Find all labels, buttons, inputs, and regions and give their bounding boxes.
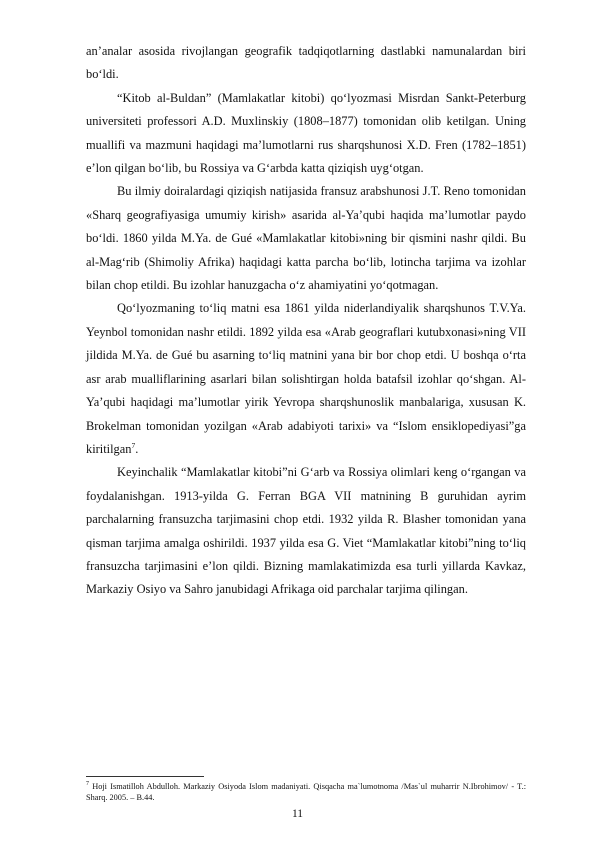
page-number: 11 [291, 808, 304, 820]
paragraph: Keyinchalik “Mamlakatlar kitobi”ni G‘arb va Rossiya olimlari keng o‘rgangan va foydalanishgan. 1913-yilda G. Ferran BGA VII matnining B guruhidan ayrim parchalarning fransuzcha tarjimasini chop etdi. 1932 yilda R. Blasher tomonidan yana qisman tarjima amalga oshirildi. 1937 yilda esa G. Viet “Mamlakatlar kitobi”ning to‘liq fransuzcha tarjimasini e’lon qildi. Bizning mamlakatimizda esa turli yillarda Kavkaz, Markaziy Osiyo va Sahro janubidagi Afrikaga oid parchalar tarjima qilingan. [86, 465, 526, 597]
paragraph: Bu ilmiy doiralardagi qiziqish natijasida fransuz arabshunosi J.T. Reno tomonidan «Sharq geografiyasiga umumiy kirish» asarida al-Ya’qubi haqida ma’lumotlar paydo bo‘ldi. 1860 yilda M.Ya. de Gué «Mamlakatlar kitobi»ning bir qismini nashr qildi. Bu al-Mag‘rib (Shimoliy Afrika) haqidagi katta parcha bo‘lib, lotincha tarjima va izohlar bilan chop etildi. Bu izohlar hanuzgacha o‘z ahamiyatini yo‘qotmagan. [86, 184, 526, 293]
paragraph-text: Qo‘lyozmaning to‘liq matni esa 1861 yilda niderlandiyalik sharqshunos T.V.Ya. Yeynbol tomonidan nashr etildi. 1892 yilda esa «Arab geograflari kutubxonasi»ning VII jildida M.Ya. de Gué bu asarning to‘liq matnini yana bir bor chop etdi. U boshqa o‘rta asr arab mualliflarining asarlari bilan solishtirgan holda batafsil izohlar qo‘shgan. Al-Ya’qubi haqidagi ma’lumotlar yirik Yevropa sharqshunoslik manbalariga, xususan K. Brokelman tomonidan yozilgan «Arab adabiyoti tarixi» va “Islom ensiklopediyasi”ga kiritilgan [86, 301, 526, 456]
footnote-divider [86, 776, 204, 777]
footnote-reference[interactable]: 7 [131, 440, 136, 450]
footnote-number: 7 [86, 781, 89, 788]
paragraph: an’analar asosida rivojlangan geografik tadqiqotlarning dastlabki namunalardan biri bo‘ldi. [86, 44, 526, 82]
page-body [86, 40, 526, 602]
footnote-text: Hoji Ismatilloh Abdulloh. Markaziy Osiyoda Islom madaniyati. Qisqacha ma`lumotnoma /Mas`ul muharrir N.Ibrohimov/ - T.: Sharq. 2005. – B.44. [86, 782, 527, 803]
paragraph: “Kitob al-Buldan” (Mamlakatlar kitobi) qo‘lyozmasi Misrdan Sankt-Peterburg universiteti professori A.D. Muxlinskiy (1808–1877) tomonidan olib ketilgan. Uning muallifi va mazmuni haqidagi ma’lumotlarni rus sharqshunosi X.D. Fren (1782–1851) e’lon qilgan bo‘lib, bu Rossiya va G‘arbda katta qiziqish uyg‘otgan. [86, 90, 526, 176]
footnote [86, 781, 526, 803]
paragraph-with-footnote [86, 297, 526, 461]
sentence-end: . [135, 441, 139, 456]
